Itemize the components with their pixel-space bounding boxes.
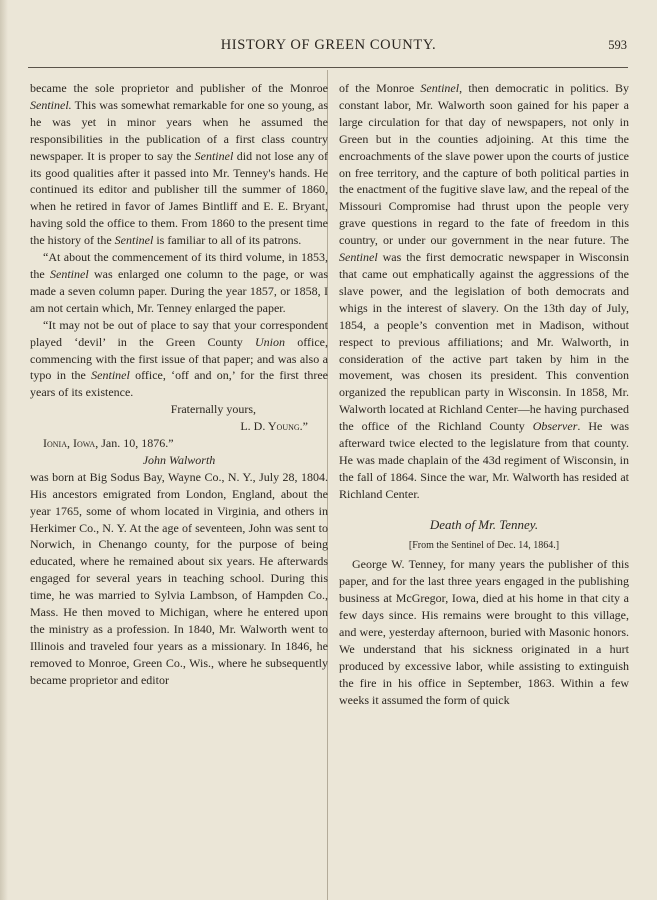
dateline: [From the Sentinel of Dec. 14, 1864.] (408, 539, 560, 551)
paragraph-tenney-obituary: George W. Tenney, for many years the publisher of this paper, and for the last three years engaged in the publishing business at McGregor, Iowa, died at his home in that city a few days since. His remains were brought to this village, and were, yesterday afternoon, buried with Masonic honors. We understand that his sickness originated in a hurt produced by excessive labor, while assisting to extinguish the fire in his office in September, 1863. Within a few weeks it assumed the form of quick (339, 557, 629, 707)
page-binding-shadow (0, 0, 8, 900)
paragraph-walworth-sentinel: of the Monroe Sentinel, then democratic in politics. By constant labor, Mr. Walworth soon gained for his paper a large circulation for that day of newspapers, not only in Green but in the counties adjoining. At this time the encroachments of the slave power upon the courts of justice on free territory, and the capture of both political parties in the enactment of the fugitive slave law, and the repeal of the Missouri Compromise had thrust upon the people very grave questions in regard to the fate of freedom in this country, or under our government in the near future. The Sentinel was the first democratic newspaper in Wisconsin that came out emphatically against the aggressions of the slave power, and the legislation of both democrats and whigs in the interest of slavery. On the 13th day of July, 1854, a people’s convention met in Madison, without respect to previous affiliations; and Mr. Walworth, in consideration of the active part taken by him in the movement, was chosen its president. This convention organized the republican party in Wisconsin. In 1858, Mr. Walworth located at Richland Center—he having purchased the office of the Richland County Observer. He was afterward twice elected to the legislature from that county. He was made chaplain of the 43d regiment of Wisconsin, in the fall of 1864. Since the war, Mr. Walworth has resided at Richland Center. (339, 81, 629, 501)
paragraph-correspondent: “It may not be out of place to say that your correspondent played ‘devil’ in the Green County Union office, commencing with the first issue of that paper; and was also a typo in the Sentinel office, ‘off and on,’ for the first three years of its existence. (30, 317, 328, 400)
signature-name: L. D. Young.” (240, 419, 308, 434)
left-column (30, 80, 328, 689)
paragraph-proprietor: became the sole proprietor and publisher of the Monroe Sentinel. This was somewhat remarkable for one so young, as he was yet in minor years when he assumed the responsibilities in the publication of a first class country newspaper. It is proper to say the Sentinel did not lose any of its good qualities after it passed into Mr. Tenney's hands. He continued its editor and publisher till the summer of 1860, when he retired in favor of James Bintliff and E. E. Bryant, having sold the office to them. From 1860 to the present time the history of the Sentinel is familiar to all of its patrons. (30, 81, 328, 248)
right-column (339, 80, 629, 709)
paragraph-walworth-biography: was born at Big Sodus Bay, Wayne Co., N. Y., July 28, 1804. His ancestors emigrated from London, England, about the year 1765, some of whom located in Virginia, and others in Herkimer Co., N. Y. At the age of seventeen, John was sent to Norwich, in Chenango county, for the purpose of being educated, where he remained about six years. He afterwards engaged for several years in teaching school. During this time, he was married to Sylvia Lambson, of Hampden Co., Mass. He then moved to Michigan, where he entered upon the ministry as a profession. In 1840, Mr. Walworth went to Illinois and traveled four years as a missionary. In 1846, he removed to Monroe, Green Co., Wis., where he subsequently became proprietor and editor (30, 469, 328, 687)
page-number: 593 (608, 38, 627, 52)
header-rule (28, 67, 628, 68)
death-heading: Death of Mr. Tenney. (429, 516, 539, 532)
letter-place-date: Ionia, Iowa, Jan. 10, 1876.” (43, 436, 174, 451)
signature-closing: Fraternally yours, (170, 402, 256, 417)
paragraph-third-volume: “At about the commencement of its third volume, in 1853, the Sentinel was enlarged one column to the page, or was made a seven column paper. During the year 1857, or 1858, I am not certain which, Mr. Tenney enlarged the paper. (30, 250, 328, 315)
running-title: HISTORY OF GREEN COUNTY. (220, 37, 437, 53)
running-header (0, 37, 657, 59)
biography-heading: John Walworth (142, 452, 216, 467)
